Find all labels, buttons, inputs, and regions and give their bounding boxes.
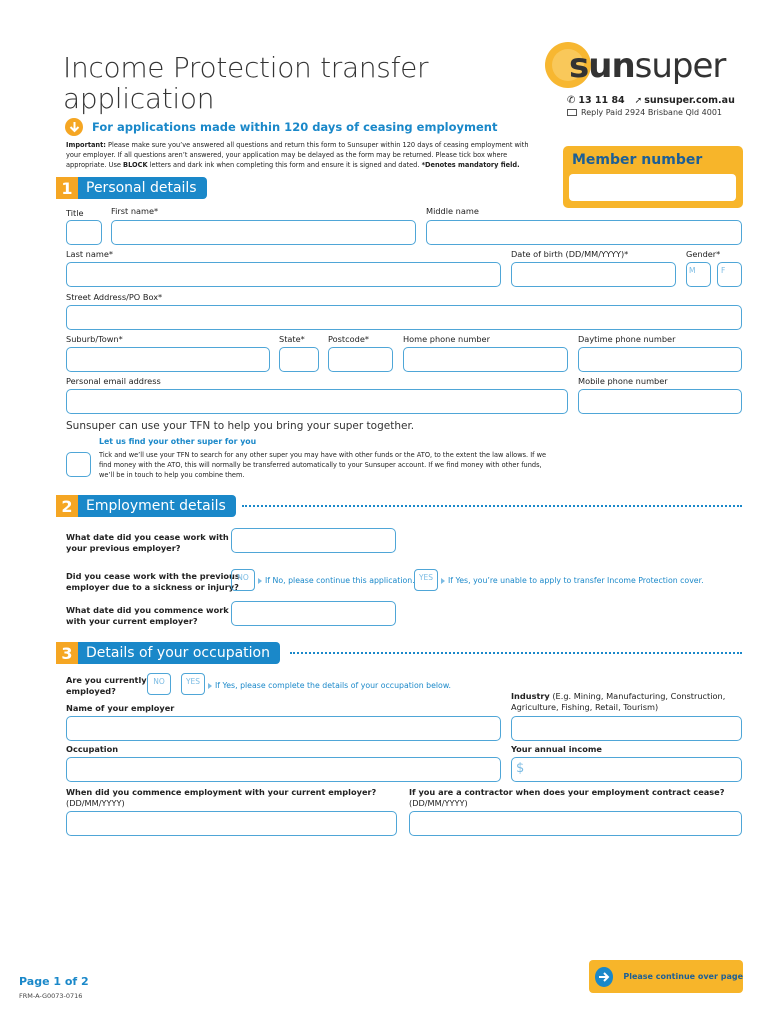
reply-paid-address: Reply Paid 2924 Brisbane Qld 4001 (581, 108, 722, 117)
section1-number: 1 (56, 177, 78, 199)
important-label: Important: (66, 141, 106, 149)
dob-label: Date of birth (DD/MM/YYYY)* (511, 249, 629, 259)
section2-title: Employment details (78, 495, 236, 517)
important-text: Please make sure you’ve answered all questions and return this form to Sunsuper within 120 days of ceasing employment with your employer. If all questions aren’t answered, your application may be delayed as the form may be returned. Please tick box where appropriate. Use (66, 141, 529, 169)
member-number-box (563, 146, 743, 208)
commence-date-question: What date did you commence work with your current employer? (66, 605, 229, 626)
cease-date-field[interactable] (231, 528, 396, 553)
phone-icon: ✆ (567, 95, 576, 106)
right-arrow-icon (595, 967, 613, 987)
title-label: Title (66, 208, 84, 218)
section1-title: Personal details (78, 177, 207, 199)
tfn-heading: Sunsuper can use your TFN to help you bring your super together. (66, 420, 415, 432)
subtitle-row (65, 118, 498, 136)
sickness-no-checkbox[interactable]: NO (231, 569, 255, 591)
page-title-line2: application (63, 82, 215, 115)
section3-number: 3 (56, 642, 78, 664)
email-field[interactable] (66, 389, 568, 414)
commence-employment-field[interactable] (66, 811, 397, 836)
employed-yes-note: If Yes, please complete the details of your occupation below. (208, 681, 451, 690)
gender-m-text: M (689, 266, 696, 275)
logo-super-text: super (634, 46, 726, 86)
block-word: BLOCK (123, 161, 148, 169)
cursor-icon: ➚ (634, 95, 643, 106)
last-name-label: Last name* (66, 249, 113, 259)
income-label: Your annual income (511, 744, 602, 754)
first-name-label: First name* (111, 206, 159, 216)
contract-cease-field[interactable] (409, 811, 742, 836)
daytime-phone-label: Daytime phone number (578, 334, 676, 344)
section3-header (56, 642, 280, 664)
sickness-yes-checkbox[interactable]: YES (414, 569, 438, 591)
first-name-field[interactable] (111, 220, 416, 245)
gender-label: Gender* (686, 249, 721, 259)
suburb-field[interactable] (66, 347, 270, 372)
home-phone-label: Home phone number (403, 334, 490, 344)
industry-label: Industry (E.g. Mining, Manufacturing, Construction, Agriculture, Fishing, Retail, Tourism) (511, 691, 726, 712)
down-arrow-icon (65, 118, 83, 136)
occupation-label: Occupation (66, 744, 119, 754)
section1-header (56, 177, 207, 199)
suburb-label: Suburb/Town* (66, 334, 123, 344)
sickness-yes-note: If Yes, you’re unable to apply to transfer Income Protection cover. (441, 576, 704, 585)
dob-field[interactable] (511, 262, 676, 287)
mobile-label: Mobile phone number (578, 376, 668, 386)
phone-number: 13 11 84 (578, 95, 625, 106)
form-code: FRM-A-G0073-0716 (19, 992, 83, 1000)
section2-number: 2 (56, 495, 78, 517)
employed-yes-checkbox[interactable]: YES (181, 673, 205, 695)
member-number-label: Member number (572, 152, 703, 168)
member-number-input[interactable] (569, 174, 736, 201)
email-label: Personal email address (66, 376, 161, 386)
important-text2: letters and dark ink when completing this form and ensure it is signed and dated. (149, 161, 420, 169)
last-name-field[interactable] (66, 262, 501, 287)
page-number: Page 1 of 2 (19, 975, 89, 988)
street-field[interactable] (66, 305, 742, 330)
tfn-text: Tick and we’ll use your TFN to search for any other super you may have with other funds or the ATO, to the extent the law allows. If we find money with the ATO, this will normally be transferred automatically to your Sunsuper account. If we find money with other funds, we’ll be in touch to help you combine them. (99, 451, 547, 479)
gender-f-checkbox[interactable] (717, 262, 742, 287)
state-label: State* (279, 334, 305, 344)
mobile-field[interactable] (578, 389, 742, 414)
cease-date-question: What date did you cease work with your previous employer? (66, 532, 229, 553)
title-field[interactable] (66, 220, 102, 245)
tfn-checkbox[interactable] (66, 452, 91, 477)
commence-date-field[interactable] (231, 601, 396, 626)
section2-header (56, 495, 236, 517)
sickness-no-note: If No, please continue this application. (258, 576, 415, 585)
important-note (66, 140, 540, 170)
mandatory-note: *Denotes mandatory field. (421, 161, 520, 169)
sunsuper-logo (543, 40, 733, 92)
income-field[interactable] (511, 757, 742, 782)
sickness-question: Did you cease work with the previous employer due to a sickness or injury? (66, 571, 240, 592)
logo-sun-text: sun (569, 46, 635, 86)
contract-cease-label: If you are a contractor when does your employment contract cease? (DD/MM/YYYY) (409, 787, 725, 808)
envelope-icon (567, 109, 577, 116)
section3-title: Details of your occupation (78, 642, 280, 664)
commence-employment-label: When did you commence employment with your current employer? (DD/MM/YYYY) (66, 787, 377, 808)
employed-question: Are you currently employed? (66, 675, 147, 696)
continue-text: Please continue over page (623, 972, 743, 981)
page-title (63, 52, 428, 114)
gender-f-text: F (721, 266, 726, 275)
gender-m-checkbox[interactable] (686, 262, 711, 287)
reply-paid-row (567, 108, 722, 117)
employed-no-checkbox[interactable]: NO (147, 673, 171, 695)
section2-divider (242, 505, 742, 507)
industry-field[interactable] (511, 716, 742, 741)
website-link[interactable]: sunsuper.com.au (644, 95, 735, 106)
street-label: Street Address/PO Box* (66, 292, 163, 302)
continue-over-page-button[interactable] (589, 960, 743, 993)
postcode-label: Postcode* (328, 334, 369, 344)
subtitle: For applications made within 120 days of ceasing employment (92, 120, 498, 134)
occupation-field[interactable] (66, 757, 501, 782)
employer-name-label: Name of your employer (66, 703, 175, 713)
employer-name-field[interactable] (66, 716, 501, 741)
state-field[interactable] (279, 347, 319, 372)
middle-name-label: Middle name (426, 206, 479, 216)
daytime-phone-field[interactable] (578, 347, 742, 372)
dollar-sign: $ (516, 761, 525, 776)
postcode-field[interactable] (328, 347, 393, 372)
section3-divider (290, 652, 742, 654)
tfn-subheading: Let us find your other super for you (99, 437, 257, 446)
home-phone-field[interactable] (403, 347, 568, 372)
contact-row (567, 95, 735, 106)
page-title-line1: Income Protection transfer (63, 51, 429, 84)
middle-name-field[interactable] (426, 220, 742, 245)
